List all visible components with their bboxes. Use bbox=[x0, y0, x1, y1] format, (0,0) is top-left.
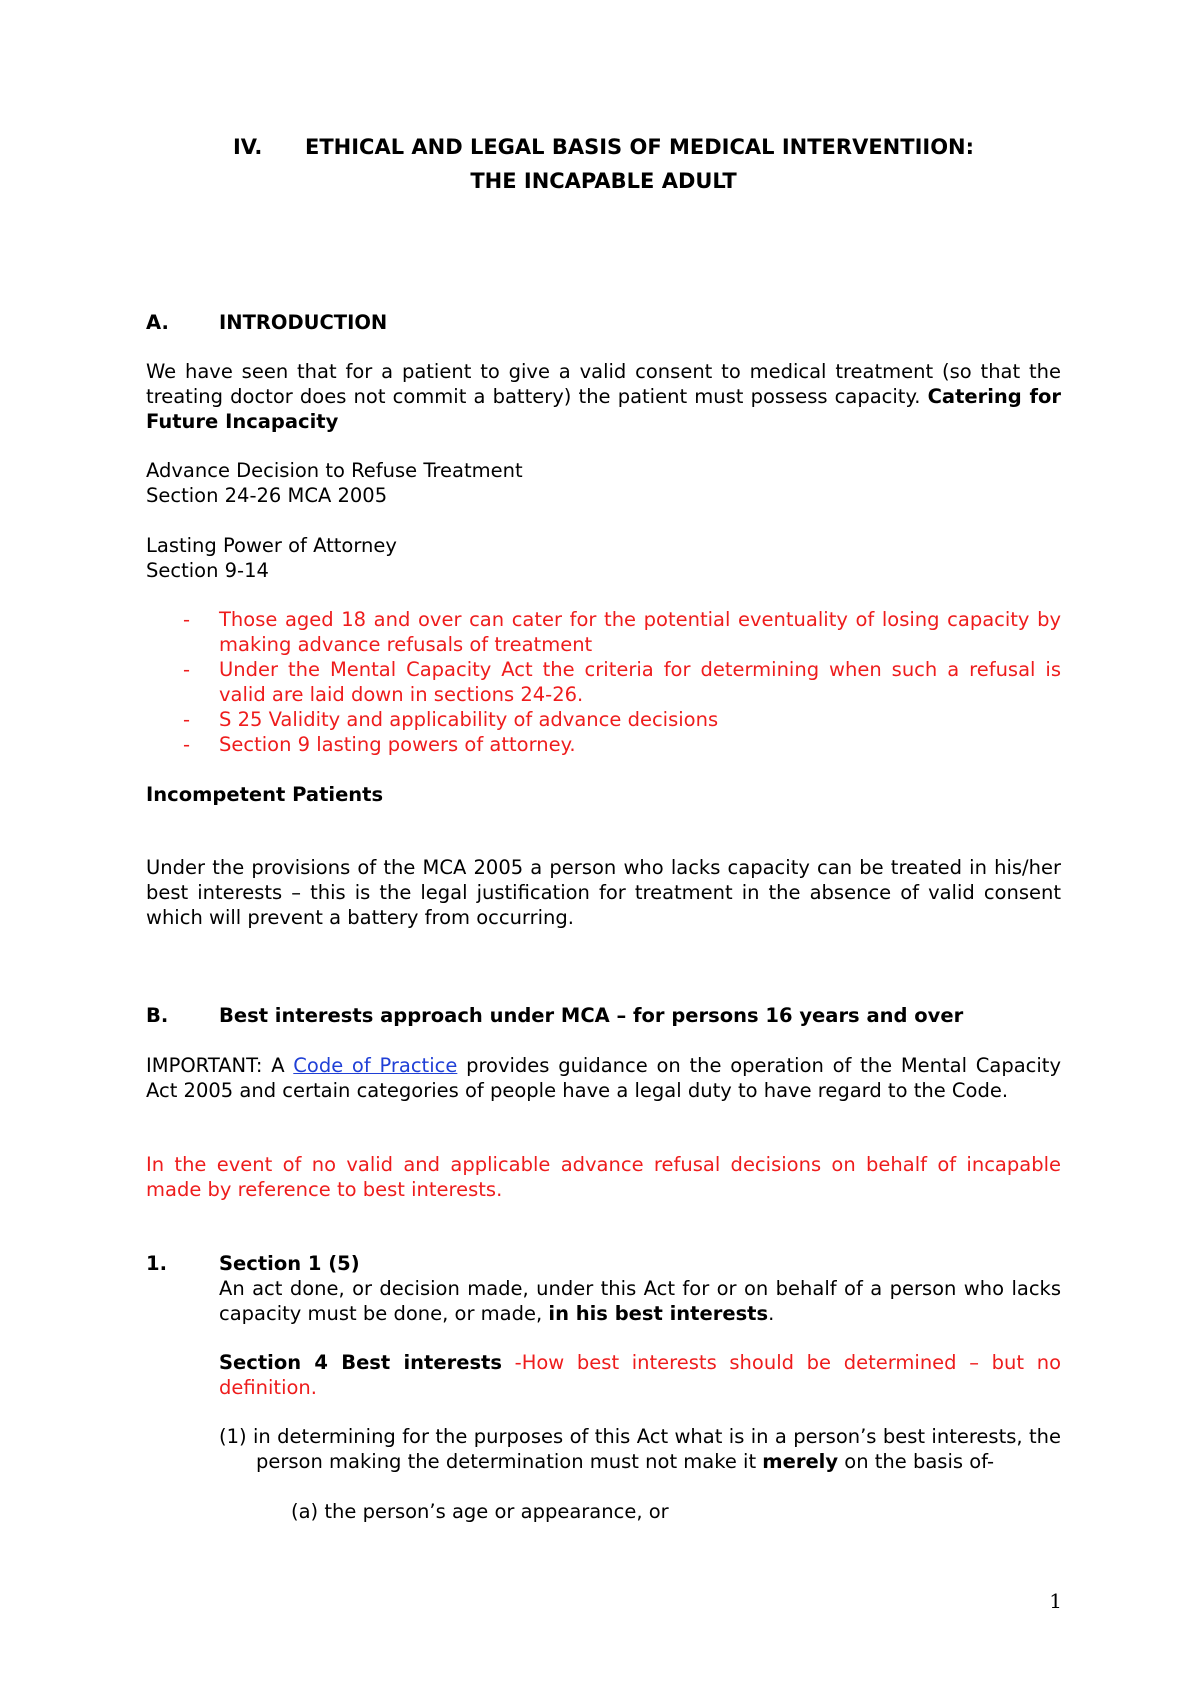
subsection-1: (1) in determining for the purposes of this Act what is in a person’s best interests, the person making the determination must not make it merely on the basis of- bbox=[219, 1425, 1061, 1473]
section-4-paragraph: Section 4 Best interests -How best interests should be determined – but no definition. bbox=[219, 1351, 1061, 1399]
item-1-heading: 1. Section 1 (5) bbox=[146, 1252, 360, 1275]
title-line-2: THE INCAPABLE ADULT bbox=[470, 169, 737, 193]
page-number: 1 bbox=[1049, 1589, 1062, 1613]
code-of-practice-link[interactable]: Code of Practice bbox=[293, 1054, 458, 1077]
important-paragraph: IMPORTANT: A Code of Practice provides guidance on the operation of the Mental Capacity Act 2005 and certain categories of people have a legal duty to have regard to the Code. bbox=[146, 1054, 1061, 1102]
best-interests-red-paragraph: In the event of no valid and applicable advance refusal decisions on behalf of incapable made by reference to best interests. bbox=[146, 1153, 1061, 1201]
bullet-item: - Those aged 18 and over can cater for the potential eventuality of losing capacity by making advance refusals of treatment bbox=[183, 608, 1061, 656]
bullet-item: - Section 9 lasting powers of attorney. bbox=[183, 733, 576, 756]
bullet-item: - Under the Mental Capacity Act the criteria for determining when such a refusal is valid are laid down in sections 24-26. bbox=[183, 658, 1061, 706]
subsection-1a: (a) the person’s age or appearance, or bbox=[291, 1500, 669, 1523]
title-number: IV. bbox=[232, 135, 263, 159]
incompetent-heading: Incompetent Patients bbox=[146, 783, 384, 806]
title-line-1: IV. ETHICAL AND LEGAL BASIS OF MEDICAL INTERVENTIION: bbox=[146, 130, 1061, 164]
lpa-section: Section 9-14 bbox=[146, 559, 269, 582]
section-1-5-text: An act done, or decision made, under this Act for or on behalf of a person who lacks capacity must be done, or made, in his best interests. bbox=[219, 1277, 1061, 1325]
lpa-title: Lasting Power of Attorney bbox=[146, 534, 397, 557]
advance-decision-section: Section 24-26 MCA 2005 bbox=[146, 484, 388, 507]
section-a-heading: A. INTRODUCTION bbox=[146, 311, 388, 334]
lpa-block bbox=[146, 533, 1061, 583]
intro-paragraph: We have seen that for a patient to give a valid consent to medical treatment (so that the treating doctor does not commit a battery) the patient must possess capacity. Catering for Future Incapacity bbox=[146, 360, 1061, 433]
section-b-heading: B. Best interests approach under MCA – for persons 16 years and over bbox=[146, 1004, 964, 1027]
bullet-item: - S 25 Validity and applicability of advance decisions bbox=[183, 708, 719, 731]
advance-decision-block bbox=[146, 458, 1061, 508]
incompetent-paragraph: Under the provisions of the MCA 2005 a person who lacks capacity can be treated in his/her best interests – this is the legal justification for treatment in the absence of valid consent which will prevent a battery from occurring. bbox=[146, 856, 1061, 929]
document-title bbox=[146, 130, 1061, 198]
advance-decision-title: Advance Decision to Refuse Treatment bbox=[146, 459, 523, 482]
